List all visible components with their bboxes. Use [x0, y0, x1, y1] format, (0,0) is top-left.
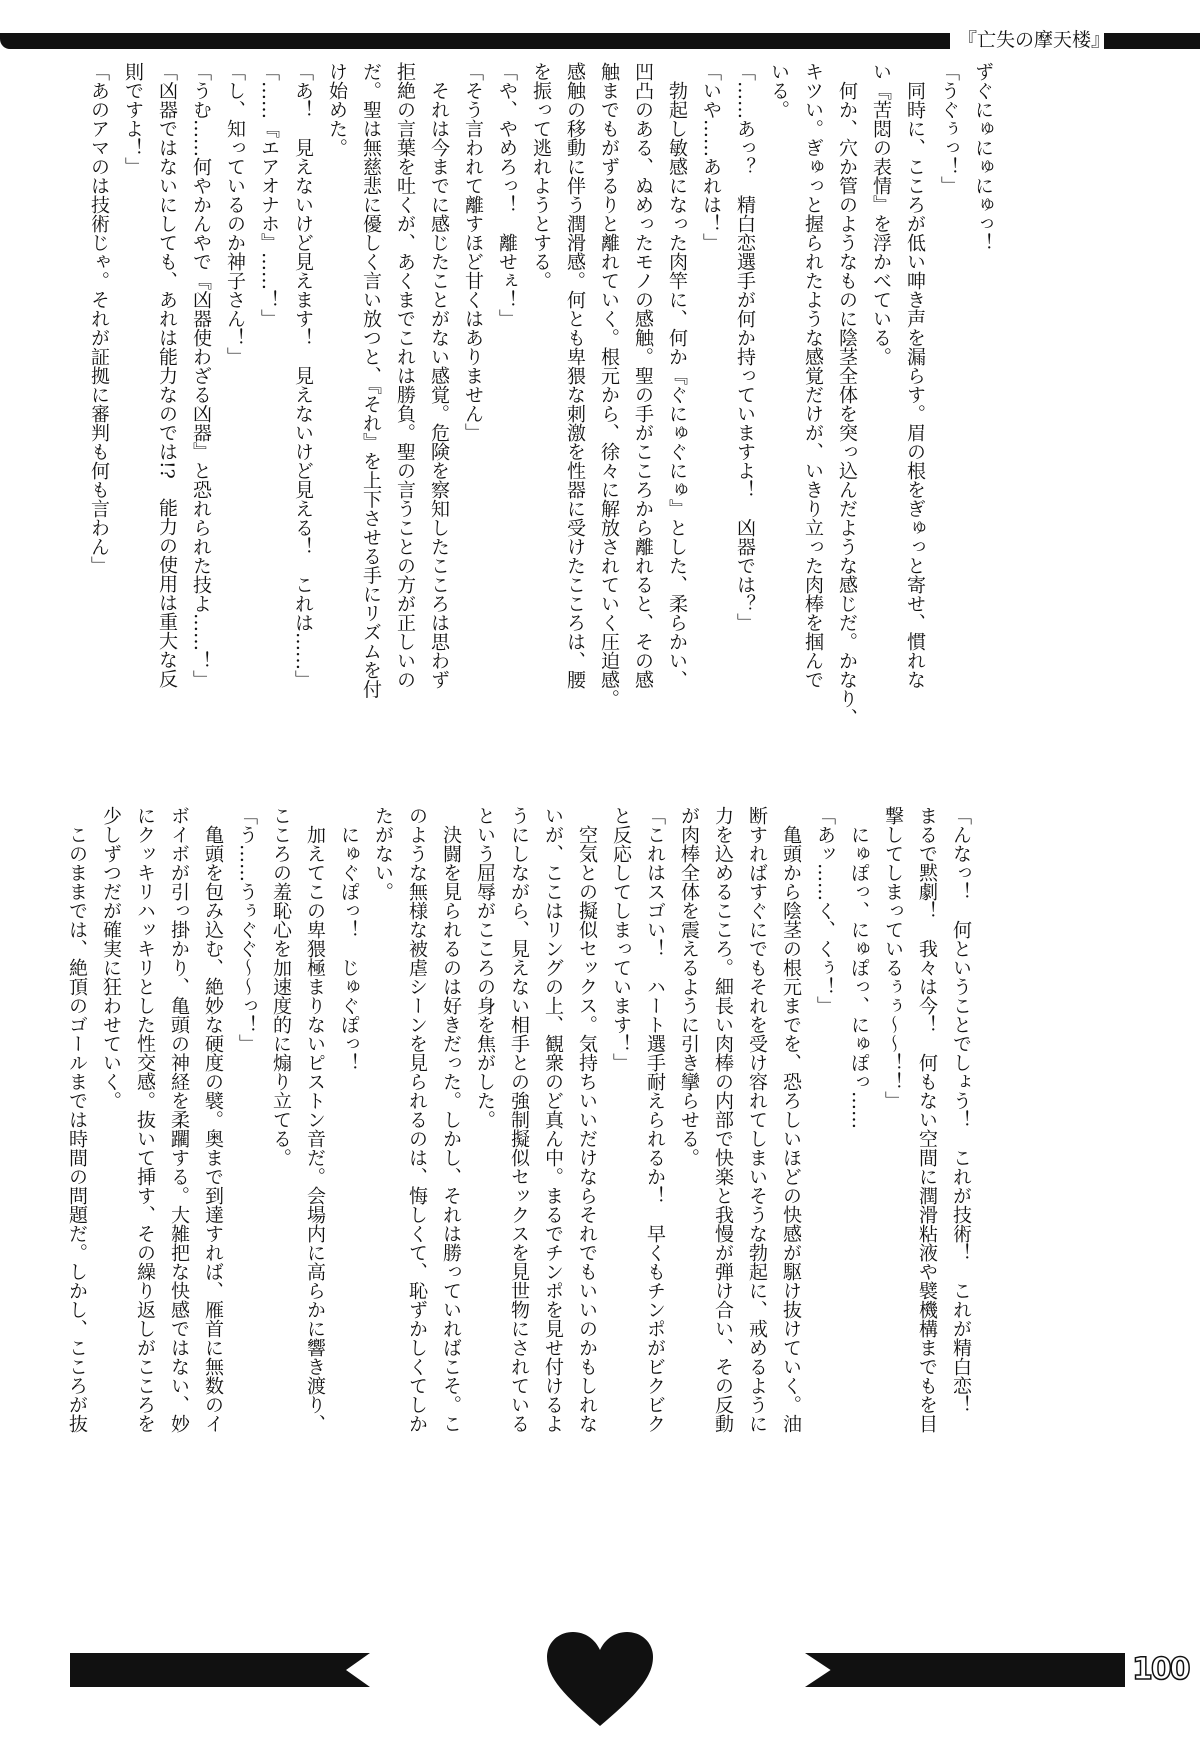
text-column: 力を込めるこころ。細長い肉棒の内部で快楽と我慢が弾け合い、その反動: [712, 806, 734, 1433]
text-column: だ。聖は無慈悲に優しく言い放つと、『それ』を上下させる手にリズムを付: [360, 62, 382, 699]
text-column: いる。: [768, 62, 790, 119]
text-column: こころの羞恥心を加速度的に煽り立てる。: [270, 806, 292, 1167]
text-column: ボイボが引っ掛かり、亀頭の神経を柔躙する。大雑把な快感ではない、妙: [168, 806, 190, 1433]
text-column: にゅぽっ、にゅぽっ、にゅぽっ……: [848, 806, 870, 1129]
text-column: け始めた。: [326, 62, 348, 157]
ribbon-right-decoration: [805, 1653, 1125, 1687]
text-column: 「し、知っているのか神子さん！」: [224, 62, 246, 366]
text-column: このままでは、絶頂のゴールまでは時間の問題だ。しかし、こころが抜: [66, 806, 88, 1433]
text-column: 同時に、こころが低い呻き声を漏らす。眉の根をぎゅっと寄せ、慣れな: [904, 62, 926, 689]
text-column: 「そう言われて離すほど甘くはありません」: [462, 62, 484, 442]
text-column: にゅぐぽっ！ じゅぐぽっ！: [338, 806, 360, 1072]
page-number: 100: [1132, 1652, 1189, 1687]
text-column: 「いや……あれは！」: [700, 62, 722, 252]
text-column: 「う……うぅぐぐ～～っ！」: [236, 806, 258, 1053]
text-column: 則ですよ！」: [122, 62, 144, 176]
text-column: 亀頭を包み込む、絶妙な硬度の襞。奥まで到達すれば、雁首に無数のイ: [202, 806, 224, 1433]
text-column: 空気との擬似セックス。気持ちいいだけならそれでもいいのかもしれな: [576, 806, 598, 1433]
text-column: いが、ここはリングの上、観衆のど真ん中。まるでチンポを見せ付けるよ: [542, 806, 564, 1433]
text-block-bottom: [60, 806, 978, 1486]
heart-icon: [545, 1630, 655, 1730]
text-column: 少しずつだが確実に狂わせていく。: [100, 806, 122, 1110]
text-column: と反応してしまっています！」: [610, 806, 632, 1072]
text-column: にクッキリハッキリとした性交感。抜いて挿す、その繰り返しがこころを: [134, 806, 156, 1433]
text-column: 「うぐぅっ！」: [938, 62, 960, 195]
text-column: 「んなっ！ 何ということでしょう！ これが技術！ これが精白恋！: [950, 806, 972, 1414]
text-column: ずぐにゅにゅにゅっ！: [972, 62, 994, 252]
text-column: 凹凸のある、ぬめったモノの感触。聖の手がこころから離れると、その感: [632, 62, 654, 689]
text-column: 「……『エアオナホ』……！」: [258, 62, 280, 328]
text-column: 「……あっ？ 精白恋選手が何か持っていますよ！ 凶器では？」: [734, 62, 756, 632]
text-column: それは今までに感じたことがない感覚。危険を察知したこころは思わず: [428, 62, 450, 689]
text-column: 「や、やめろっ！ 離せぇ！」: [496, 62, 518, 328]
text-column: 「あのアマのは技術じゃ。それが証拠に審判も何も言わん」: [88, 62, 110, 575]
text-column: 加えてこの卑猥極まりないピストン音だ。会場内に高らかに響き渡り、: [304, 806, 326, 1433]
text-column: という屈辱がこころの身を焦がした。: [474, 806, 496, 1129]
text-column: うにしながら、見えない相手との強制擬似セックスを見世物にされている: [508, 806, 530, 1433]
text-column: 撃してしまっているぅぅ～～！！」: [882, 806, 904, 1110]
text-column: 「あ！ 見えないけど見えます！ 見えないけど見える！ これは……」: [292, 62, 314, 689]
text-column: が肉棒全体を震えるように引き攣らせる。: [678, 806, 700, 1167]
text-column: 「凶器ではないにしても、あれは能力なのでは!? 能力の使用は重大な反: [156, 62, 178, 688]
text-column: 触までもがずるりと離れていく。根元から、徐々に解放されていく圧迫感。: [598, 62, 620, 708]
text-column: 「これはスゴい！ ハート選手耐えられるか！ 早くもチンポがビクビク: [644, 806, 666, 1433]
text-column: のような無様な被虐シーンを見られるのは、悔しくて、恥ずかしくてしか: [406, 806, 428, 1433]
text-column: 断すればすぐにでもそれを受け容れてしまいそうな勃起に、戒めるように: [746, 806, 768, 1433]
text-column: 勃起し敏感になった肉竿に、何か『ぐにゅぐにゅ』とした、柔らかい、: [666, 62, 688, 689]
text-column: 何か、穴か管のようなものに陰茎全体を突っ込んだような感じだ。かなり、: [836, 62, 858, 727]
text-column: 「あッ……く、くぅ！」: [814, 806, 836, 1015]
book-title: 『亡失の摩天楼』: [958, 29, 1111, 51]
text-column: キツい。ぎゅっと握られたような感覚だけが、いきり立った肉棒を掴んで: [802, 62, 824, 689]
text-column: を振って逃れようとする。: [530, 62, 552, 290]
text-column: 決闘を見られるのは好きだった。しかし、それは勝っていればこそ。こ: [440, 806, 462, 1433]
text-column: 感触の移動に伴う潤滑感。何とも卑猥な刺激を性器に受けたこころは、腰: [564, 62, 586, 689]
header-bar: [0, 33, 950, 49]
ribbon-left-decoration: [70, 1653, 370, 1687]
text-column: 拒絶の言葉を吐くが、あくまでこれは勝負。聖の言うことの方が正しいの: [394, 62, 416, 689]
header-bar-end: [1104, 33, 1200, 49]
text-block-top: [82, 62, 1000, 742]
text-column: 「うむ……何やかんやで『凶器使わざる凶器』と恐れられた技よ……！」: [190, 62, 212, 689]
text-column: い『苦悶の表情』を浮かべている。: [870, 62, 892, 366]
text-column: まるで黙劇！ 我々は今！ 何もない空間に潤滑粘液や襞機構までもを目: [916, 806, 938, 1433]
text-column: たがない。: [372, 806, 394, 901]
text-column: 亀頭から陰茎の根元までを、恐ろしいほどの快感が駆け抜けていく。油: [780, 806, 802, 1433]
